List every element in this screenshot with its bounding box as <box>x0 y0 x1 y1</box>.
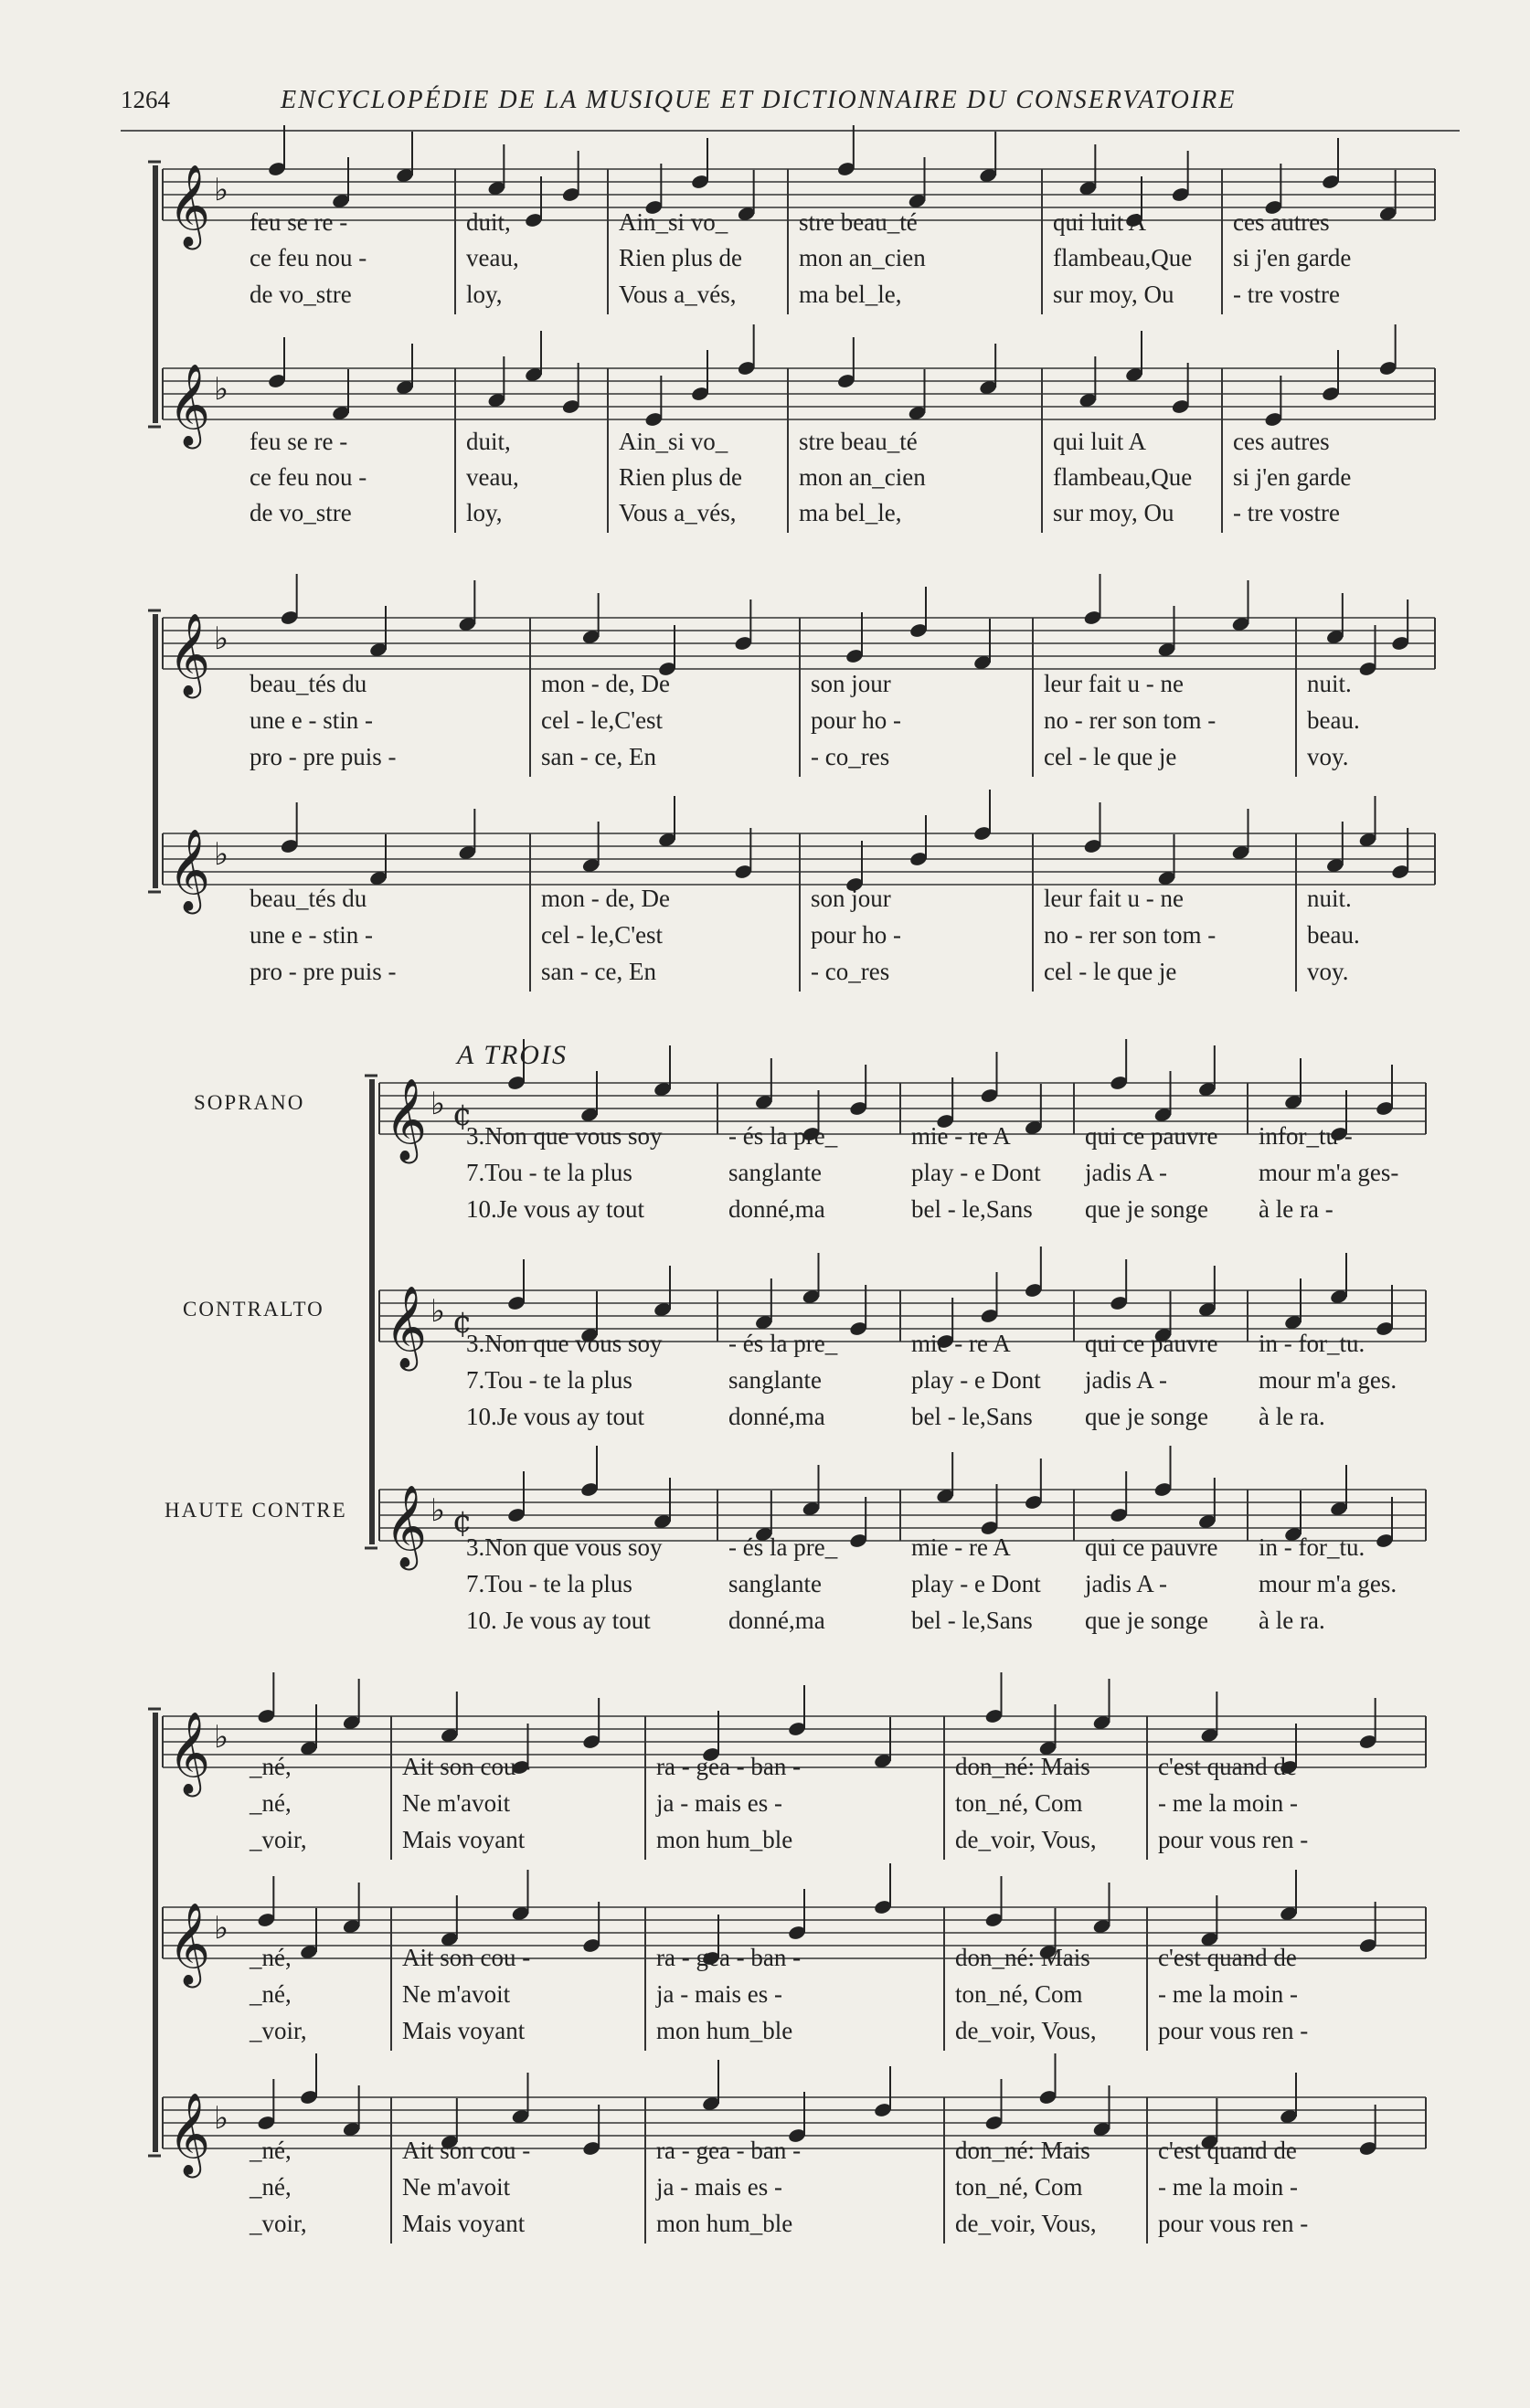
lyric-syllables: beau_tés du <box>250 670 367 697</box>
lyric-syllables: veau, <box>466 463 519 491</box>
lyric-syllables: Ne m'avoit <box>402 1789 511 1817</box>
lyric-syllables: de vo_stre <box>250 499 352 526</box>
lyric-syllables: de_voir, Vous, <box>955 1826 1097 1853</box>
lyric-syllables: mie - re A <box>911 1533 1011 1561</box>
lyric-syllables: à le ra - <box>1259 1195 1333 1223</box>
lyric-syllables: mour m'a ges. <box>1259 1366 1397 1394</box>
lyric-syllables: play - e Dont <box>911 1366 1041 1394</box>
section-heading-a-trois: A TROIS <box>457 1040 568 1070</box>
lyric-syllables: - me la moin - <box>1158 1789 1298 1817</box>
lyric-syllables: 10.Je vous ay tout <box>466 1195 644 1223</box>
flat-key-signature-icon: ♭ <box>430 1086 446 1122</box>
lyric-syllables: _né, <box>250 1944 292 1971</box>
lyric-syllables: c'est quand de <box>1158 2137 1297 2164</box>
lyric-syllables: flambeau,Que <box>1053 463 1193 491</box>
lyric-syllables: pour ho - <box>811 921 901 949</box>
lyric-syllables: stre beau_té <box>799 208 918 236</box>
lyric-syllables: ton_né, Com <box>955 2173 1083 2201</box>
lyric-syllables: 3.Non que vous soy <box>466 1330 663 1357</box>
lyric-syllables: que je songe <box>1085 1403 1208 1430</box>
lyric-syllables: son jour <box>811 670 891 697</box>
lyric-syllables: don_né: Mais <box>955 2137 1090 2164</box>
lyric-syllables: 10. Je vous ay tout <box>466 1607 651 1634</box>
lyric-syllables: une e - stin - <box>250 706 373 734</box>
lyric-syllables: donné,ma <box>728 1403 825 1430</box>
lyric-syllables: Ait son cou - <box>402 1944 531 1971</box>
lyric-syllables: Vous a_vés, <box>619 281 737 308</box>
flat-key-signature-icon: ♭ <box>214 172 229 208</box>
lyric-syllables: - me la moin - <box>1158 1980 1298 2008</box>
lyric-syllables: ton_né, Com <box>955 1789 1083 1817</box>
lyric-syllables: pro - pre puis - <box>250 743 397 770</box>
lyric-syllables: ton_né, Com <box>955 1980 1083 2008</box>
lyric-syllables: que je songe <box>1085 1195 1208 1223</box>
lyric-syllables: voy. <box>1307 958 1349 985</box>
cut-time-icon: ¢ <box>452 1097 473 1133</box>
lyric-syllables: bel - le,Sans <box>911 1195 1033 1223</box>
lyric-syllables: une e - stin - <box>250 921 373 949</box>
lyric-syllables: ja - mais es - <box>656 1980 782 2008</box>
lyric-syllables: ce feu nou - <box>250 244 367 271</box>
lyric-syllables: que je songe <box>1085 1607 1208 1634</box>
lyric-syllables: 10.Je vous ay tout <box>466 1403 644 1430</box>
lyric-syllables: mour m'a ges- <box>1259 1159 1399 1186</box>
lyric-syllables: 3.Non que vous soy <box>466 1533 663 1561</box>
lyric-syllables: don_né: Mais <box>955 1944 1090 1971</box>
lyric-syllables: à le ra. <box>1259 1607 1325 1634</box>
lyric-syllables: _né, <box>250 1753 292 1780</box>
treble-clef-icon: 𝄞 <box>168 164 211 247</box>
lyric-syllables: - tre vostre <box>1233 499 1340 526</box>
lyric-syllables: duit, <box>466 208 511 236</box>
lyric-syllables: ja - mais es - <box>656 1789 782 1817</box>
lyric-syllables: qui luit A <box>1053 428 1147 455</box>
lyric-syllables: mon - de, De <box>541 670 670 697</box>
lyric-syllables: à le ra. <box>1259 1403 1325 1430</box>
lyric-syllables: sanglante <box>728 1366 822 1394</box>
lyric-syllables: voy. <box>1307 743 1349 770</box>
lyric-syllables: ma bel_le, <box>799 499 902 526</box>
lyric-syllables: bel - le,Sans <box>911 1403 1033 1430</box>
lyric-syllables: ma bel_le, <box>799 281 902 308</box>
lyric-syllables: - me la moin - <box>1158 2173 1298 2201</box>
lyric-syllables: cel - le que je <box>1044 743 1177 770</box>
lyric-syllables: bel - le,Sans <box>911 1607 1033 1634</box>
lyric-syllables: ces autres <box>1233 208 1330 236</box>
lyric-syllables: 7.Tou - te la plus <box>466 1159 632 1186</box>
lyric-syllables: ra - gea - ban - <box>656 1753 802 1780</box>
lyric-syllables: feu se re - <box>250 208 348 236</box>
lyric-syllables: san - ce, En <box>541 958 656 985</box>
lyric-syllables: mon hum_ble <box>656 2017 793 2044</box>
lyric-syllables: _voir, <box>250 1826 307 1853</box>
treble-clef-icon: 𝄞 <box>168 364 211 446</box>
lyric-syllables: in - for_tu. <box>1259 1533 1365 1561</box>
lyric-syllables: - és la pre_ <box>728 1533 838 1561</box>
lyric-syllables: - co_res <box>811 958 890 985</box>
lyric-syllables: qui ce pauvre <box>1085 1122 1218 1150</box>
treble-clef-icon: 𝄞 <box>385 1286 428 1368</box>
flat-key-signature-icon: ♭ <box>214 621 229 657</box>
flat-key-signature-icon: ♭ <box>214 1719 229 1756</box>
lyric-syllables: Ne m'avoit <box>402 1980 511 2008</box>
lyric-syllables: cel - le,C'est <box>541 921 664 949</box>
lyric-syllables: loy, <box>466 281 503 308</box>
lyric-syllables: jadis A - <box>1085 1366 1168 1394</box>
lyric-syllables: Mais voyant <box>402 2017 526 2044</box>
lyric-syllables: pour ho - <box>811 706 901 734</box>
lyric-syllables: - co_res <box>811 743 890 770</box>
lyric-syllables: _né, <box>250 1980 292 2008</box>
lyric-syllables: de vo_stre <box>250 281 352 308</box>
lyric-syllables: _voir, <box>250 2210 307 2237</box>
lyric-syllables: de_voir, Vous, <box>955 2017 1097 2044</box>
lyric-syllables: pour vous ren - <box>1158 1826 1309 1853</box>
treble-clef-icon: 𝄞 <box>168 829 211 911</box>
cut-time-icon: ¢ <box>452 1503 473 1540</box>
voice-label-contralto: CONTRALTO <box>183 1298 324 1321</box>
lyric-syllables: Ne m'avoit <box>402 2173 511 2201</box>
lyric-syllables: mon - de, De <box>541 885 670 912</box>
lyric-syllables: don_né: Mais <box>955 1753 1090 1780</box>
lyric-syllables: beau. <box>1307 706 1360 734</box>
lyric-syllables: son jour <box>811 885 891 912</box>
lyric-syllables: ce feu nou - <box>250 463 367 491</box>
lyric-syllables: ra - gea - ban - <box>656 2137 802 2164</box>
treble-clef-icon: 𝄞 <box>168 613 211 695</box>
lyric-syllables: sanglante <box>728 1159 822 1186</box>
page-number: 1264 <box>121 86 170 113</box>
voice-label-soprano: SOPRANO <box>194 1091 305 1114</box>
lyric-syllables: donné,ma <box>728 1195 825 1223</box>
lyric-syllables: nuit. <box>1307 670 1352 697</box>
lyric-syllables: c'est quand de <box>1158 1944 1297 1971</box>
lyric-syllables: mie - re A <box>911 1330 1011 1357</box>
lyric-syllables: Mais voyant <box>402 1826 526 1853</box>
lyric-syllables: leur fait u - ne <box>1044 670 1184 697</box>
flat-key-signature-icon: ♭ <box>214 1910 229 1947</box>
lyric-syllables: - és la pre_ <box>728 1122 838 1150</box>
lyric-syllables: mie - re A <box>911 1122 1011 1150</box>
lyric-syllables: san - ce, En <box>541 743 656 770</box>
lyric-syllables: jadis A - <box>1085 1570 1168 1597</box>
treble-clef-icon: 𝄞 <box>168 1903 211 1985</box>
lyric-syllables: qui ce pauvre <box>1085 1533 1218 1561</box>
lyric-syllables: pour vous ren - <box>1158 2017 1309 2044</box>
lyric-syllables: play - e Dont <box>911 1159 1041 1186</box>
treble-clef-icon: 𝄞 <box>385 1485 428 1567</box>
lyric-syllables: Ait son cou - <box>402 2137 531 2164</box>
treble-clef-icon: 𝄞 <box>168 1712 211 1794</box>
lyric-syllables: Vous a_vés, <box>619 499 737 526</box>
lyric-syllables: loy, <box>466 499 503 526</box>
lyric-syllables: - és la pre_ <box>728 1330 838 1357</box>
lyric-syllables: de_voir, Vous, <box>955 2210 1097 2237</box>
lyric-syllables: infor_tu - <box>1259 1122 1353 1150</box>
lyric-syllables: no - rer son tom - <box>1044 921 1217 949</box>
lyric-syllables: mon hum_ble <box>656 1826 793 1853</box>
lyric-syllables: mon an_cien <box>799 463 926 491</box>
flat-key-signature-icon: ♭ <box>214 836 229 873</box>
lyric-syllables: Ait son cou - <box>402 1753 531 1780</box>
lyric-syllables: ces autres <box>1233 428 1330 455</box>
lyric-syllables: sanglante <box>728 1570 822 1597</box>
lyric-syllables: feu se re - <box>250 428 348 455</box>
lyric-syllables: sur moy, Ou <box>1053 281 1174 308</box>
lyric-syllables: 7.Tou - te la plus <box>466 1366 632 1394</box>
lyric-syllables: _né, <box>250 1789 292 1817</box>
flat-key-signature-icon: ♭ <box>214 371 229 408</box>
lyric-syllables: pour vous ren - <box>1158 2210 1309 2237</box>
lyric-syllables: ja - mais es - <box>656 2173 782 2201</box>
lyric-syllables: beau_tés du <box>250 885 367 912</box>
lyric-syllables: _voir, <box>250 2017 307 2044</box>
lyric-syllables: mon hum_ble <box>656 2210 793 2237</box>
lyric-syllables: no - rer son tom - <box>1044 706 1217 734</box>
flat-key-signature-icon: ♭ <box>430 1492 446 1529</box>
lyric-syllables: si j'en garde <box>1233 244 1352 271</box>
lyric-syllables: Ain_si vo_ <box>619 428 728 455</box>
lyric-syllables: beau. <box>1307 921 1360 949</box>
lyric-syllables: c'est quand de <box>1158 1753 1297 1780</box>
lyric-syllables: Rien plus de <box>619 244 742 271</box>
lyric-syllables: pro - pre puis - <box>250 958 397 985</box>
lyric-syllables: in - for_tu. <box>1259 1330 1365 1357</box>
lyric-syllables: Ain_si vo_ <box>619 208 728 236</box>
lyric-syllables: ra - gea - ban - <box>656 1944 802 1971</box>
lyric-syllables: cel - le que je <box>1044 958 1177 985</box>
lyric-syllables: jadis A - <box>1085 1159 1168 1186</box>
lyric-syllables: flambeau,Que <box>1053 244 1193 271</box>
flat-key-signature-icon: ♭ <box>214 2100 229 2137</box>
treble-clef-icon: 𝄞 <box>168 2093 211 2175</box>
lyric-syllables: veau, <box>466 244 519 271</box>
cut-time-icon: ¢ <box>452 1304 473 1341</box>
lyric-syllables: cel - le,C'est <box>541 706 664 734</box>
running-title: ENCYCLOPÉDIE DE LA MUSIQUE ET DICTIONNAIRE DU CONSERVATOIRE <box>281 86 1237 114</box>
lyric-syllables: mon an_cien <box>799 244 926 271</box>
lyric-syllables: 3.Non que vous soy <box>466 1122 663 1150</box>
lyric-syllables: play - e Dont <box>911 1570 1041 1597</box>
lyric-syllables: si j'en garde <box>1233 463 1352 491</box>
lyric-syllables: Mais voyant <box>402 2210 526 2237</box>
lyric-syllables: - tre vostre <box>1233 281 1340 308</box>
lyric-syllables: mour m'a ges. <box>1259 1570 1397 1597</box>
lyric-syllables: leur fait u - ne <box>1044 885 1184 912</box>
treble-clef-icon: 𝄞 <box>385 1078 428 1161</box>
lyric-syllables: _né, <box>250 2137 292 2164</box>
lyric-syllables: _né, <box>250 2173 292 2201</box>
voice-label-haute-contre: HAUTE CONTRE <box>165 1499 347 1522</box>
lyric-syllables: nuit. <box>1307 885 1352 912</box>
lyric-syllables: duit, <box>466 428 511 455</box>
lyric-syllables: 7.Tou - te la plus <box>466 1570 632 1597</box>
lyric-syllables: sur moy, Ou <box>1053 499 1174 526</box>
lyric-syllables: stre beau_té <box>799 428 918 455</box>
flat-key-signature-icon: ♭ <box>430 1293 446 1330</box>
lyric-syllables: Rien plus de <box>619 463 742 491</box>
lyric-syllables: qui ce pauvre <box>1085 1330 1218 1357</box>
lyric-syllables: qui luit A <box>1053 208 1147 236</box>
lyric-syllables: donné,ma <box>728 1607 825 1634</box>
